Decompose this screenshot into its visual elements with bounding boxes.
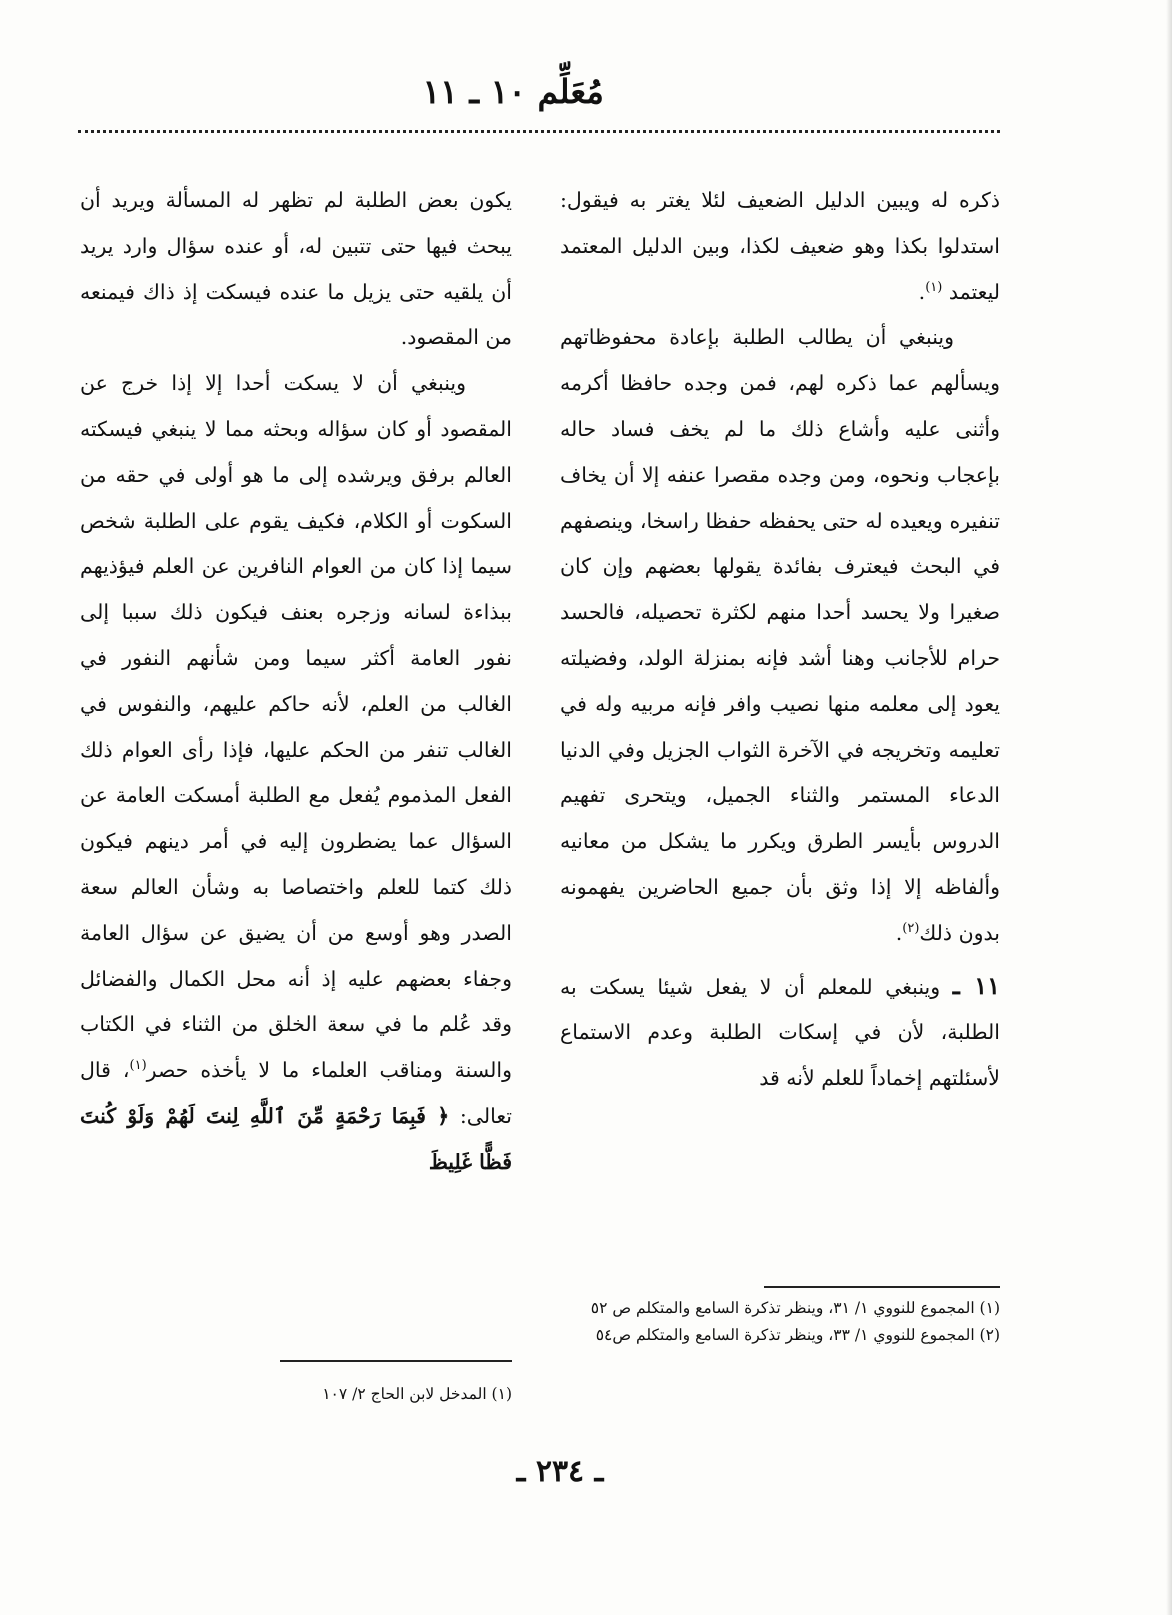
left-paragraph-2-after: ، قال تعالى: (80, 1058, 512, 1128)
footnote-divider-right (764, 1286, 1000, 1288)
right-paragraph-2-end: . (895, 920, 903, 945)
header-dotted-divider (78, 130, 1000, 133)
footnote-divider-left (280, 1360, 512, 1362)
section-number-11: ١١ ـ (952, 970, 1000, 1000)
left-paragraph-2 (80, 361, 512, 1185)
right-paragraph-1-end: . (918, 279, 926, 304)
right-paragraph-2 (560, 315, 1000, 956)
right-text-column (560, 178, 1000, 1102)
footnotes-right (560, 1296, 1000, 1350)
right-paragraph-1 (560, 178, 1000, 315)
footnote-left-1: (١) المدخل لابن الحاج ٢/ ١٠٧ (322, 1385, 512, 1403)
left-paragraph-1: يكون بعض الطلبة لم تظهر له المسألة ويريد أن يبحث فيها حتى تتبين له، أو عنده سؤال وارد يريد أن يلقيه حتى يزيل ما عنده فيسكت إذ ذاك فيمنعه من المقصود. (80, 188, 512, 350)
footnotes-left (80, 1382, 512, 1409)
right-paragraph-1-text: ذكره له ويبين الدليل الضعيف لئلا يغتر به فيقول: استدلوا بكذا وهو ضعيف لكذا، وبين الدليل المعتمد ليعتمد (560, 188, 1000, 304)
running-header-title: مُعَلِّم ١٠ ـ ١١ (422, 72, 604, 111)
right-paragraph-3 (560, 963, 1000, 1102)
footnote-ref-left-1: (١) (129, 1058, 147, 1074)
footnote-ref-2: (٢) (902, 920, 920, 936)
page-edge-shadow (1166, 0, 1172, 1615)
quran-verse: ﴿ فَبِمَا رَحْمَةٍ مِّنَ ٱللَّهِ لِنتَ لَهُمْ وَلَوْ كُنتَ فَظًّا غَلِيظَ (80, 1103, 512, 1174)
footnote-right-2: (٢) المجموع للنووي ١/ ٣٣، وينظر تذكرة السامع والمتكلم ص٥٤ (595, 1326, 1000, 1344)
left-text-column (80, 178, 512, 1186)
left-paragraph-2-text: وينبغي أن لا يسكت أحدا إلا إذا خرج عن المقصود أو كان سؤاله وبحثه مما لا ينبغي فيسكته العالم برفق ويرشده إلى ما هو أولى في حقه من السكوت أو الكلام، فكيف يقوم على الطلبة شخص سيما إذا كان من العوام النافرين عن العلم فيؤذيهم ببذاءة لسانه وزجره بعنف فيكون ذلك سببا إلى نفور العامة أكثر سيما ومن شأنهم النفور في الغالب من العلم، لأنه حاكم عليهم، والنفوس في الغالب تنفر من الحكم عليها، فإذا رأى العوام ذلك الفعل المذموم يُفعل مع الطلبة أمسكت العامة عن السؤال عما يضطرون إليه في أمر دينهم فيكون ذلك كتما للعلم واختصاصا به وشأن العالم سعة الصدر وهو أوسع من أن يضيق عن سؤال العامة وجفاء بعضهم عليه إذ أنه محل الكمال والفضائل وقد عُلم ما في سعة الخلق من الثناء في الكتاب والسنة ومناقب العلماء ما لا يأخذه حصر (80, 371, 512, 1083)
right-paragraph-2-text: وينبغي أن يطالب الطلبة بإعادة محفوظاتهم ويسألهم عما ذكره لهم، فمن وجده حافظا أكرمه وأثنى عليه وأشاع ذلك ما لم يخف فساد حاله بإعجاب ونحوه، ومن وجده مقصرا عنفه إلا أن يخاف تنفيره ويعيده له حتى يحفظه حفظا راسخا، وينصفهم في البحث فيعترف بفائدة يقولها بعضهم وإن كان صغيرا ولا يحسد أحدا منهم لكثرة تحصيله، فالحسد حرام للأجانب وهنا أشد فإنه بمنزلة الولد، وفضيلته يعود إلى معلمه منها نصيب وافر فإنه مربيه وله في تعليمه وتخريجه في الآخرة الثواب الجزيل وفي الدنيا الدعاء المستمر والثناء الجميل، ويتحرى تفهيم الدروس بأيسر الطرق ويكرر ما يشكل من معانيه وألفاظه إلا إذا وثق بأن جميع الحاضرين يفهمونه بدون ذلك (560, 325, 1000, 945)
footnote-ref-1: (١) (925, 279, 943, 295)
right-paragraph-3-text: وينبغي للمعلم أن لا يفعل شيئا يسكت به الطلبة، لأن في إسكات الطلبة وعدم الاستماع لأسئلتهم إخماداً للعلم لأنه قد (560, 974, 1000, 1091)
page-number: ـ ٢٣٤ ـ (516, 1454, 604, 1489)
footnote-right-1: (١) المجموع للنووي ١/ ٣١، وينظر تذكرة السامع والمتكلم ص ٥٢ (590, 1299, 1000, 1317)
